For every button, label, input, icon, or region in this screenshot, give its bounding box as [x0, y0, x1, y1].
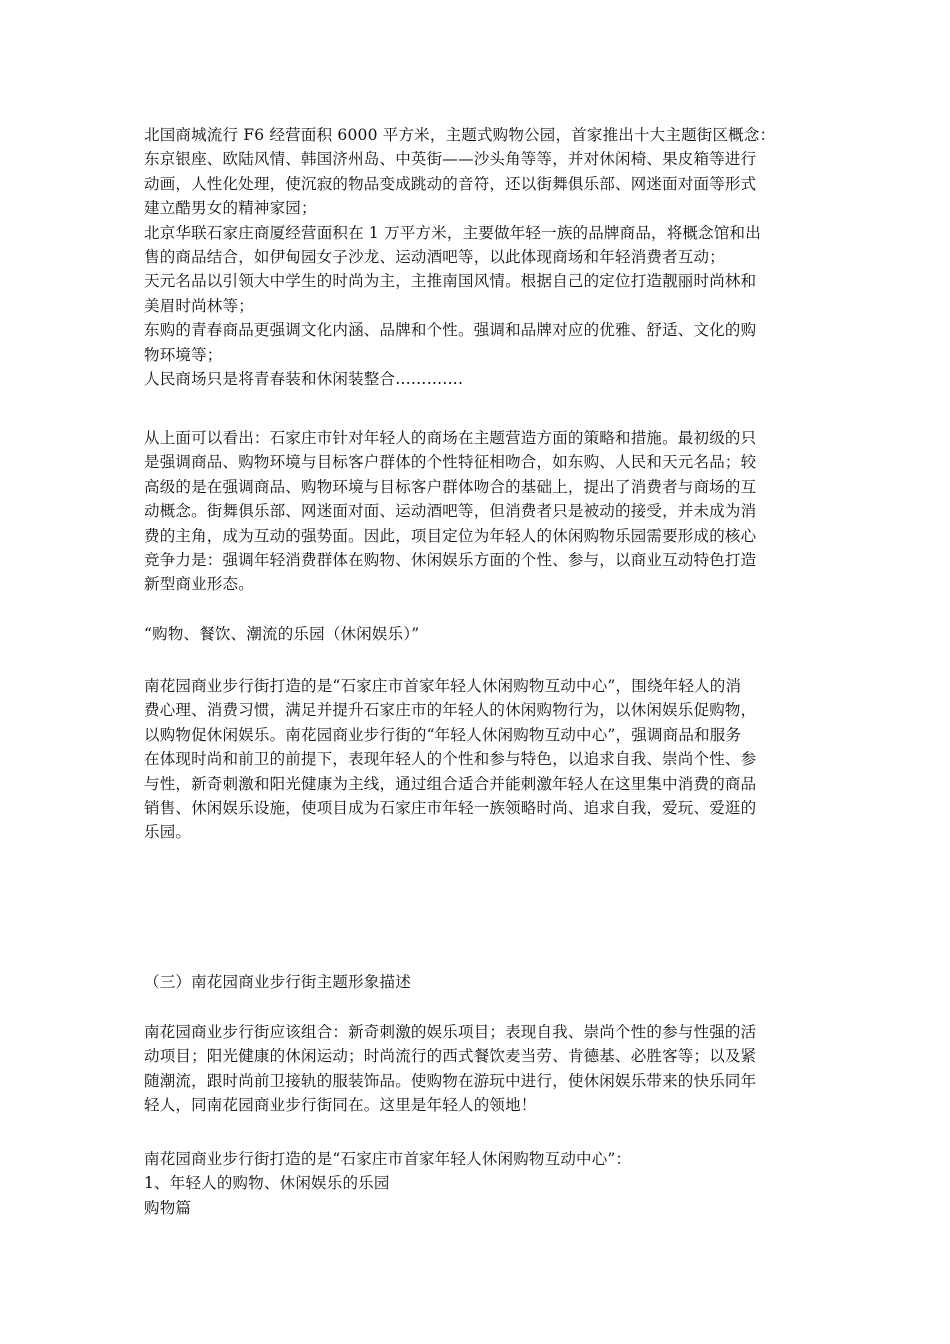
text-line: 是强调商品、购物环境与目标客户群体的个性特征相吻合，如东购、人民和天元名品；较	[144, 453, 757, 472]
text-line: 动画，人性化处理，使沉寂的物品变成跳动的音符，还以街舞俱乐部、网迷面对面等形式	[144, 174, 757, 193]
text-line: 建立酷男女的精神家园；	[144, 199, 317, 218]
section-shopping	[144, 1147, 806, 1220]
text-line: 高级的是在强调商品、购物环境与目标客户群体吻合的基础上，提出了消费者与商场的互	[144, 477, 757, 496]
text-line: 以购物促休闲娱乐。南花园商业步行街的“年轻人休闲购物互动中心”，强调商品和服务	[144, 725, 742, 744]
slogan	[144, 622, 806, 646]
subheading-text: 购物篇	[144, 1198, 192, 1217]
text-line: 东购的青春商品更强调文化内涵、品牌和个性。强调和品牌对应的优雅、舒适、文化的购	[144, 321, 757, 340]
section-theme-description	[144, 1020, 806, 1118]
list-item: 1、年轻人的购物、休闲娱乐的乐园	[144, 1174, 390, 1193]
slogan-text: “购物、餐饮、潮流的乐园（休闲娱乐）”	[144, 625, 420, 643]
section-analysis	[144, 426, 806, 597]
text-line: 乐园。	[144, 823, 192, 842]
text-line: 随潮流，跟时尚前卫接轨的服装饰品。使购物在游玩中进行，使休闲娱乐带来的快乐同年	[144, 1071, 757, 1090]
text-line: 东京银座、欧陆风情、韩国济州岛、中英街——沙头角等等，并对休闲椅、果皮箱等进行	[144, 150, 757, 169]
text-line: 轻人，同南花园商业步行街同在。这里是年轻人的领地！	[144, 1096, 537, 1115]
text-line: 人民商场只是将青春装和休闲装整合………….	[144, 370, 464, 389]
text-line: 天元名品以引领大中学生的时尚为主，主推南国风情。根据自己的定位打造靓丽时尚林和	[144, 272, 757, 291]
text-line: 新型商业形态。	[144, 575, 254, 594]
section-mall-comparison	[144, 123, 806, 391]
text-line: 费的主角，成为互动的强势面。因此，项目定位为年轻人的休闲购物乐园需要形成的核心	[144, 526, 757, 545]
text-line: 竞争力是：强调年轻消费群体在购物、休闲娱乐方面的个性、参与，以商业互动特色打造	[144, 551, 757, 570]
text-line: 从上面可以看出：石家庄市针对年轻人的商场在主题营造方面的策略和措施。最初级的只	[144, 429, 757, 447]
text-line: 物环境等；	[144, 345, 223, 364]
text-line: 南花园商业步行街打造的是“石家庄市首家年轻人休闲购物互动中心”，围绕年轻人的消	[144, 677, 742, 695]
section-positioning	[144, 674, 806, 845]
text-line: 销售、休闲娱乐设施，使项目成为石家庄市年轻一族领略时尚、追求自我，爱玩、爱逛的	[144, 799, 757, 818]
heading-text: （三）南花园商业步行街主题形象描述	[144, 973, 411, 991]
text-line: 南花园商业步行街应该组合：新奇刺激的娱乐项目；表现自我、崇尚个性的参与性强的活	[144, 1023, 757, 1041]
text-line: 售的商品结合，如伊甸园女子沙龙、运动酒吧等，以此体现商场和年轻消费者互动；	[144, 248, 725, 267]
text-line: 动概念。街舞俱乐部、网迷面对面、运动酒吧等，但消费者只是被动的接受，并未成为消	[144, 502, 757, 521]
text-line: 美眉时尚林等；	[144, 296, 254, 315]
section-heading	[144, 970, 806, 994]
text-line: 与性，新奇刺激和阳光健康为主线，通过组合适合并能刺激年轻人在这里集中消费的商品	[144, 774, 757, 793]
text-line: 北京华联石家庄商厦经营面积在 1 万平方米，主要做年轻一族的品牌商品，将概念馆和出	[144, 223, 761, 242]
text-line: 在体现时尚和前卫的前提下，表现年轻人的个性和参与特色，以追求自我、崇尚个性、参	[144, 750, 757, 769]
text-line: 动项目；阳光健康的休闲运动；时尚流行的西式餐饮麦当劳、肯德基、必胜客等；以及紧	[144, 1047, 757, 1066]
text-line: 南花园商业步行街打造的是“石家庄市首家年轻人休闲购物互动中心”：	[144, 1150, 632, 1168]
text-line: 费心理、消费习惯，满足并提升石家庄市的年轻人的休闲购物行为，以休闲娱乐促购物，	[144, 701, 757, 720]
text-line: 北国商城流行 F6 经营面积 6000 平方米，主题式购物公园，首家推出十大主题街区概念：	[144, 126, 776, 144]
